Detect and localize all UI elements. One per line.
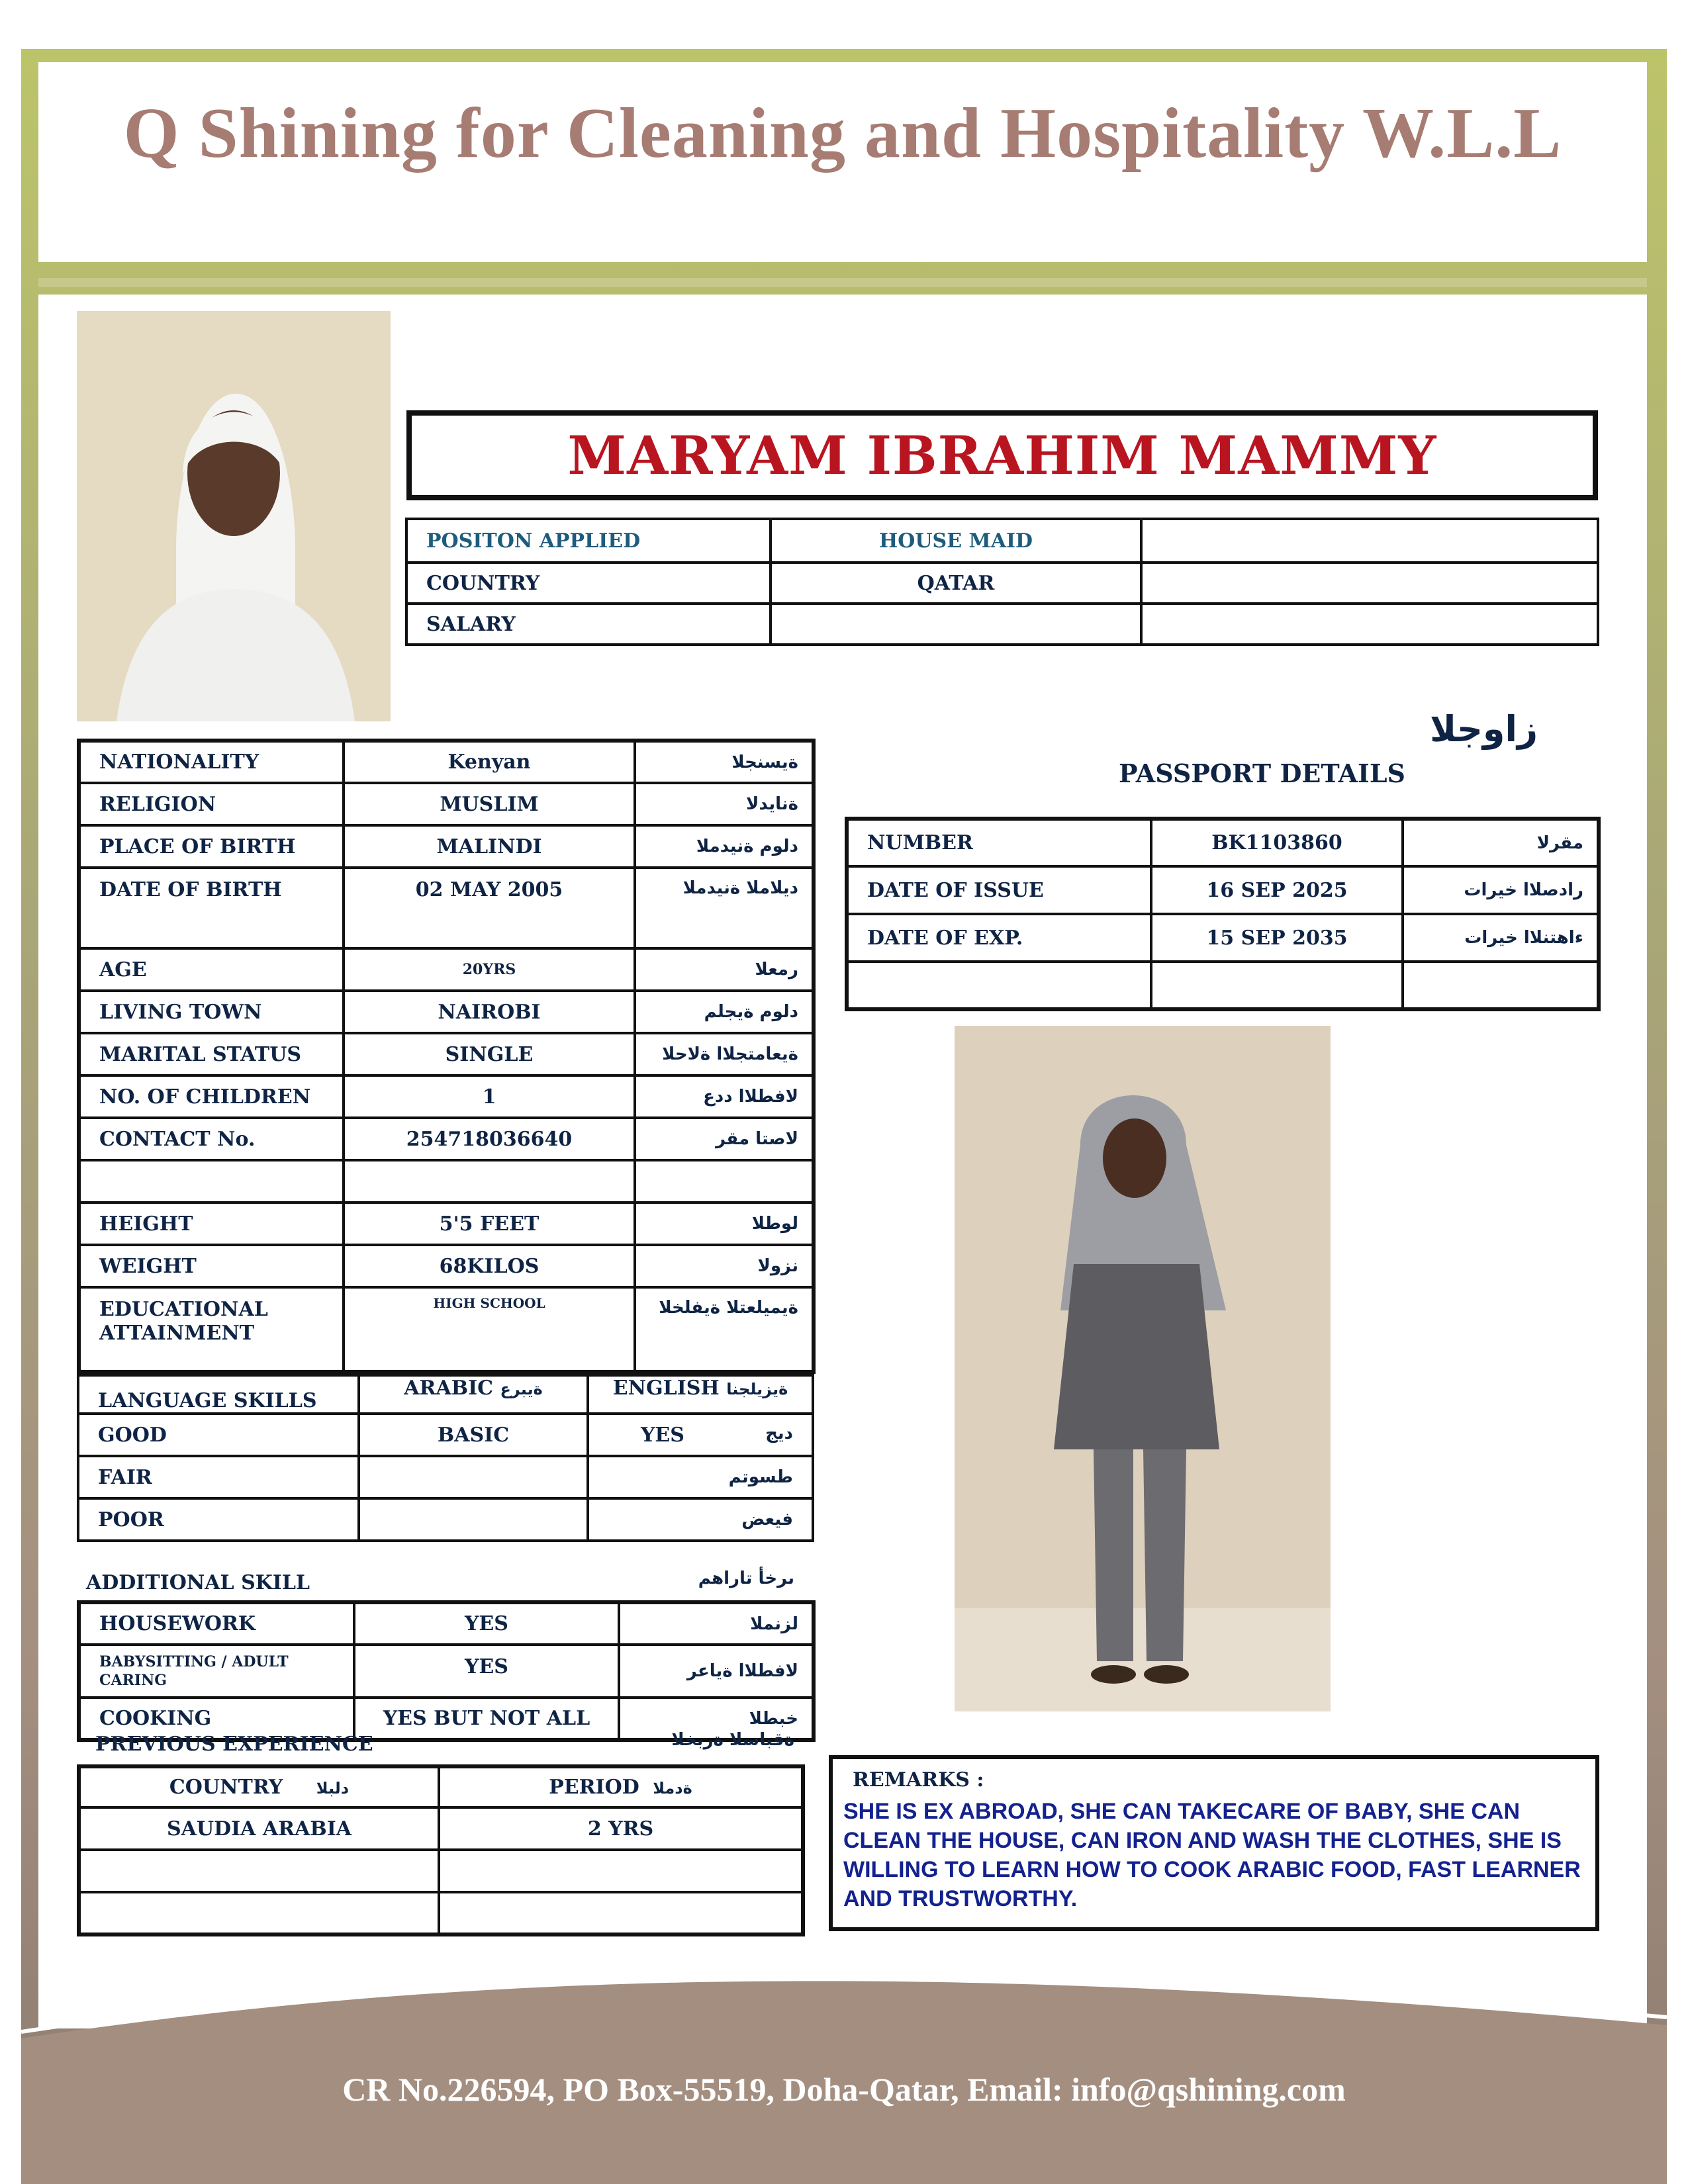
table-row bbox=[79, 868, 814, 948]
row-arabic: ةيعامتجلاا ةلاحلا bbox=[635, 1033, 814, 1075]
row-label: DATE OF EXP. bbox=[847, 914, 1151, 962]
additional-skill-title: ADDITIONAL SKILL bbox=[86, 1571, 310, 1594]
position-label: POSITON APPLIED bbox=[406, 519, 771, 563]
row-label: EDUCATIONAL ATTAINMENT bbox=[79, 1287, 344, 1372]
row-value: 5'5 FEET bbox=[344, 1203, 635, 1245]
personal-details-table bbox=[77, 739, 816, 1374]
table-row bbox=[78, 1375, 813, 1414]
footer-band bbox=[21, 2038, 1667, 2184]
row-value: SINGLE bbox=[344, 1033, 635, 1075]
previous-experience-title: PREVIOUS EXPERIENCE bbox=[95, 1733, 373, 1756]
col-arabic: ARABIC ةيبرع bbox=[359, 1375, 588, 1414]
table-row bbox=[79, 1118, 814, 1160]
row-label: NUMBER bbox=[847, 819, 1151, 866]
previous-experience-title-ar: ةقباسلا ةربخلا bbox=[671, 1730, 794, 1750]
remarks-text: SHE IS EX ABROAD, SHE CAN TAKECARE OF BABY, SHE CAN CLEAN THE HOUSE, CAN IRON AND WASH THE CLOTHES, SHE IS WILLING TO LEARN HOW TO COOK ARABIC FOOD, FAST LEARNER AND TRUSTWORTHY. bbox=[843, 1799, 1581, 1911]
table-row bbox=[847, 914, 1599, 962]
experience-country bbox=[79, 1850, 439, 1892]
row-arabic bbox=[1403, 962, 1599, 1009]
row-arabic: ةيسنجلا bbox=[635, 741, 814, 783]
footer-wave bbox=[21, 1952, 1667, 2052]
country-value: QATAR bbox=[771, 563, 1141, 604]
footer-contact: CR No.226594, PO Box-55519, Doha-Qatar, Email: info@qshining.com bbox=[342, 2071, 1346, 2108]
full-body-photo bbox=[955, 1026, 1331, 1711]
row-label: HEIGHT bbox=[79, 1203, 344, 1245]
table-row bbox=[79, 1892, 803, 1934]
row-label: FAIR bbox=[78, 1456, 359, 1498]
empty-cell bbox=[1141, 519, 1598, 563]
row-arabic: لاصتا مقر bbox=[635, 1118, 814, 1160]
row-label: MARITAL STATUS bbox=[79, 1033, 344, 1075]
table-row bbox=[847, 962, 1599, 1009]
experience-country bbox=[79, 1892, 439, 1934]
row-label: HOUSEWORK bbox=[79, 1602, 354, 1645]
table-row bbox=[79, 1807, 803, 1850]
row-label bbox=[847, 962, 1151, 1009]
row-label: NATIONALITY bbox=[79, 741, 344, 783]
issue-date: 16 SEP 2025 bbox=[1151, 866, 1403, 914]
row-arabic: نزولا bbox=[635, 1245, 814, 1287]
row-value: HIGH SCHOOL bbox=[344, 1287, 635, 1372]
row-label: CONTACT No. bbox=[79, 1118, 344, 1160]
table-row bbox=[79, 1075, 814, 1118]
row-arabic: رمعلا bbox=[635, 948, 814, 991]
passport-title-ar: زاوجلا bbox=[1430, 708, 1538, 750]
row-label: WEIGHT bbox=[79, 1245, 344, 1287]
expiry-date: 15 SEP 2035 bbox=[1151, 914, 1403, 962]
salary-value bbox=[771, 604, 1141, 645]
table-row bbox=[79, 1033, 814, 1075]
table-row bbox=[406, 563, 1598, 604]
row-value bbox=[344, 1160, 635, 1203]
row-arabic: لافطلاا ددع bbox=[635, 1075, 814, 1118]
row-value: 02 MAY 2005 bbox=[344, 868, 635, 948]
table-row bbox=[79, 825, 814, 868]
row-label: COOKING bbox=[79, 1698, 354, 1740]
table-row bbox=[79, 1766, 803, 1807]
passport-table bbox=[845, 817, 1601, 1011]
experience-country: SAUDIA ARABIA bbox=[79, 1807, 439, 1850]
row-value bbox=[1151, 962, 1403, 1009]
row-value: MUSLIM bbox=[344, 783, 635, 825]
row-arabic: ةنايدلا bbox=[635, 783, 814, 825]
table-row bbox=[79, 991, 814, 1033]
passport-title: PASSPORT DETAILS bbox=[1119, 758, 1405, 788]
row-arabic: لزنملا bbox=[619, 1602, 814, 1645]
divider-band bbox=[38, 278, 1647, 287]
row-value: 20YRS bbox=[344, 948, 635, 991]
row-arabic: ديلاملا ةنيدملا bbox=[635, 868, 814, 948]
table-row bbox=[79, 1850, 803, 1892]
remarks-title: REMARKS : bbox=[853, 1768, 984, 1792]
candidate-name-box bbox=[406, 410, 1598, 500]
row-arabic: رادصلاا خيرات bbox=[1403, 866, 1599, 914]
row-label: POOR bbox=[78, 1498, 359, 1541]
row-label: LIVING TOWN bbox=[79, 991, 344, 1033]
table-row bbox=[79, 783, 814, 825]
row-value: YES bbox=[354, 1645, 619, 1698]
table-row bbox=[406, 519, 1598, 563]
row-label: DATE OF BIRTH bbox=[79, 868, 344, 948]
row-value: 68KILOS bbox=[344, 1245, 635, 1287]
table-row bbox=[79, 1602, 814, 1645]
row-arabic bbox=[635, 1160, 814, 1203]
row-arabic: مقرلا bbox=[1403, 819, 1599, 866]
table-row bbox=[79, 1287, 814, 1372]
row-label: NO. OF CHILDREN bbox=[79, 1075, 344, 1118]
passport-number: BK1103860 bbox=[1151, 819, 1403, 866]
experience-period bbox=[439, 1892, 803, 1934]
experience-period: 2 YRS bbox=[439, 1807, 803, 1850]
position-table bbox=[405, 518, 1599, 646]
arabic-level: BASIC bbox=[359, 1414, 588, 1456]
empty-cell bbox=[1141, 604, 1598, 645]
additional-skills-table bbox=[77, 1600, 816, 1742]
position-value: HOUSE MAID bbox=[771, 519, 1141, 563]
row-value: Kenyan bbox=[344, 741, 635, 783]
row-value: NAIROBI bbox=[344, 991, 635, 1033]
row-label: AGE bbox=[79, 948, 344, 991]
row-label bbox=[79, 1160, 344, 1203]
table-row bbox=[79, 1203, 814, 1245]
additional-skill-title-ar: ىرخأ تاراهم bbox=[698, 1569, 794, 1588]
table-row bbox=[79, 1645, 814, 1698]
table-row bbox=[79, 1245, 814, 1287]
arabic-level bbox=[359, 1498, 588, 1541]
row-arabic: ةيميلعتلا ةيفلخلا bbox=[635, 1287, 814, 1372]
english-level: YES ديج bbox=[588, 1414, 813, 1456]
table-row bbox=[847, 819, 1599, 866]
col-english: ENGLISH ةيزيلجنا bbox=[588, 1375, 813, 1414]
row-arabic: خبطلا bbox=[619, 1698, 814, 1740]
salary-label: SALARY bbox=[406, 604, 771, 645]
row-value: 254718036640 bbox=[344, 1118, 635, 1160]
table-row bbox=[847, 866, 1599, 914]
row-label: PLACE OF BIRTH bbox=[79, 825, 344, 868]
row-arabic: دلوم ةنيدملا bbox=[635, 825, 814, 868]
row-value: YES bbox=[354, 1602, 619, 1645]
experience-table bbox=[77, 1764, 805, 1936]
english-level: فيعض bbox=[588, 1498, 813, 1541]
empty-cell bbox=[1141, 563, 1598, 604]
table-row bbox=[79, 1160, 814, 1203]
row-value: MALINDI bbox=[344, 825, 635, 868]
language-skills-table bbox=[77, 1374, 814, 1542]
english-level: طسوتم bbox=[588, 1456, 813, 1498]
language-skills-title: LANGUAGE SKILLS bbox=[78, 1375, 359, 1414]
table-row bbox=[406, 604, 1598, 645]
country-label: COUNTRY bbox=[406, 563, 771, 604]
row-arabic: لوطلا bbox=[635, 1203, 814, 1245]
row-label: GOOD bbox=[78, 1414, 359, 1456]
row-value: YES BUT NOT ALL bbox=[354, 1698, 619, 1740]
table-row bbox=[79, 948, 814, 991]
row-arabic: ءاهتنلاا خيرات bbox=[1403, 914, 1599, 962]
table-row bbox=[79, 741, 814, 783]
company-name: Q Shining for Cleaning and Hospitality W.L.L bbox=[123, 94, 1562, 173]
experience-period bbox=[439, 1850, 803, 1892]
table-row bbox=[78, 1414, 813, 1456]
portrait-photo bbox=[77, 311, 391, 721]
row-label: RELIGION bbox=[79, 783, 344, 825]
arabic-level bbox=[359, 1456, 588, 1498]
row-label: BABYSITTING / ADULT CARING bbox=[79, 1645, 354, 1698]
table-row bbox=[78, 1498, 813, 1541]
remarks-box bbox=[829, 1755, 1599, 1931]
col-period: PERIOD ةدملا bbox=[439, 1766, 803, 1807]
row-arabic: دلوم ةيجلم bbox=[635, 991, 814, 1033]
table-row bbox=[78, 1456, 813, 1498]
row-value: 1 bbox=[344, 1075, 635, 1118]
row-arabic: لافطلاا ةياعر bbox=[619, 1645, 814, 1698]
col-country: COUNTRY دلبلا bbox=[79, 1766, 439, 1807]
candidate-name: MARYAM IBRAHIM MAMMY bbox=[567, 424, 1437, 486]
row-label: DATE OF ISSUE bbox=[847, 866, 1151, 914]
